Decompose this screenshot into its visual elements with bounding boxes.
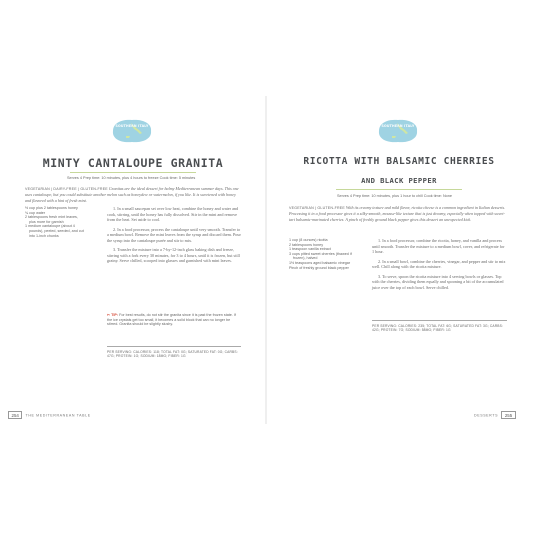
ingredient-list-right: [289, 238, 361, 270]
step-item: 3. To serve, spoon the ricotta mixture into 4 serving bowls or glasses. Top with the cherries, dividing them equally and spooning a bit of the accumulated juice over the top of each bowl. Serve chilled.: [372, 273, 504, 290]
recipe-tip-left: [107, 313, 241, 327]
italy-map-icon: [109, 117, 155, 145]
ingredient-item: ½ cup plus 2 tablespoons honey: [25, 206, 78, 210]
badge-label: SOUTHERN ITALY: [381, 124, 415, 128]
nutrition-info-left: PER SERVING: CALORIES: 118; TOTAL FAT: 0G; SATURATED FAT: 0G; CARBS: 47G; PROTEIN: 1G; SODIUM: 18MG; FIBER: 1G: [107, 346, 241, 359]
ingredient-list-left: [25, 206, 85, 238]
region-badge-left: [109, 117, 155, 145]
step-item: 2. In a food processor, process the cantaloupe until very smooth. Transfer to a medium bowl. Remove the mint leaves from the syrup and discard them. Pour the syrup into the cantaloupe purée and stir to mix.: [107, 226, 241, 243]
intro-text-right: With its creamy texture and mild flavor, ricotta cheese is a common ingredient in Italian desserts. Processing it in a food processor gives it a silky-smooth, mousse-like texture that is just dreamy, especially when topped with sweet-tart balsamic-marinated cherries. A pinch of freshly ground black pepper gives this dessert an unexpected kick.: [289, 205, 506, 222]
folio-text-left: THE MEDITERRANEAN TABLE: [25, 413, 91, 418]
ingredient-item: 2 tablespoons fresh mint leaves, plus more for garnish: [25, 215, 78, 224]
recipe-title-right: RICOTTA WITH BALSAMIC CHERRIES: [303, 156, 495, 167]
region-badge-right: [375, 117, 421, 145]
step-item: 2. In a small bowl, combine the cherries, vinegar, and pepper and stir to mix well. Chill along with the ricotta mixture.: [372, 258, 506, 269]
recipe-meta-left: Serves 4 Prep time: 10 minutes, plus 4 hours to freeze Cook time: 5 minutes: [67, 176, 196, 180]
title-rule-left: [70, 172, 196, 173]
diet-tags-right: VEGETARIAN | GLUTEN-FREE: [289, 206, 345, 210]
title-rule-right: [336, 189, 462, 190]
step-item: 3. Transfer the mixture into a 7-by-12-inch glass baking dish and freeze, stirring with a fork every 30 minutes, for 3 to 4 hours, until it is frozen, but still grainy. Serve chilled, scooped into glasses and garnished with mint leaves.: [107, 247, 240, 263]
folio-text-right: DESSERTS: [474, 413, 499, 418]
badge-label: SOUTHERN ITALY: [115, 124, 149, 128]
page-number-right: 255: [501, 411, 515, 419]
ingredient-item: 3 cups pitted sweet cherries (thawed if frozen), halved: [289, 251, 352, 261]
nutrition-info-right: PER SERVING: CALORIES: 235; TOTAL FAT: 6G; SATURATED FAT: 3G; CARBS: 42G; PROTEIN: 7G; SODIUM: 58MG; FIBER: 1G: [372, 320, 507, 333]
tip-label: ✂ TIP:: [107, 313, 119, 317]
folio-left: [8, 411, 91, 419]
recipe-subtitle-right: AND BLACK PEPPER: [361, 176, 437, 185]
step-item: 1. In a small saucepan set over low heat, combine the honey and water and cook, stirring, until the honey has fully dissolved. Stir in the mint and remove from the heat. Set aside to cool.: [107, 206, 239, 222]
ingredient-item: Pinch of freshly ground black pepper: [289, 265, 349, 270]
recipe-title-left: MINTY CANTALOUPE GRANITA: [42, 156, 224, 170]
ingredient-item: 1½ teaspoons aged balsamic vinegar: [289, 260, 351, 265]
tip-text: For best results, do not stir the granita since it is past the frozen state. If the ice crystals get too small, it becomes a solid block that can no longer be stirred. Granita should be slightly slushy.: [107, 313, 236, 327]
recipe-meta-right: Serves 4 Prep time: 10 minutes, plus 1 hour to chill Cook time: None: [337, 194, 453, 198]
ingredient-item: 1 teaspoon vanilla extract: [289, 247, 331, 252]
step-item: 1. In a food processor, combine the ricotta, honey, and vanilla and process until smooth. Transfer the mixture to a medium bowl, cover, and refrigerate for 1 hour.: [372, 238, 505, 254]
diet-tags-left: VEGETARIAN | DAIRY-FREE | GLUTEN-FREE: [25, 187, 108, 191]
italy-map-icon: [375, 117, 421, 145]
folio-right: [474, 411, 516, 419]
intro-text-left: Granitas are the ideal dessert for balmy Mediterranean summer days. This one uses cantaloupe, but you could substitute another melon such as honeydew or watermelon, if you like. It is sweetened with honey and flavored with a hint of fresh mint.: [25, 186, 239, 203]
book-gutter: [265, 96, 267, 424]
ingredient-item: ¾ cup water: [25, 210, 46, 215]
recipe-intro-left: [25, 186, 240, 203]
recipe-steps-right: [372, 238, 507, 294]
page-number-left: 254: [8, 411, 22, 419]
ingredient-item: 1 cup (8 ounces) ricotta: [289, 238, 328, 242]
recipe-steps-left: [107, 206, 241, 268]
ingredient-item: 1 medium cantaloupe (about 4 pounds), peeled, seeded, and cut into 1-inch chunks: [25, 224, 84, 238]
ingredient-item: 2 tablespoons honey: [289, 242, 324, 247]
recipe-intro-right: [289, 205, 507, 222]
